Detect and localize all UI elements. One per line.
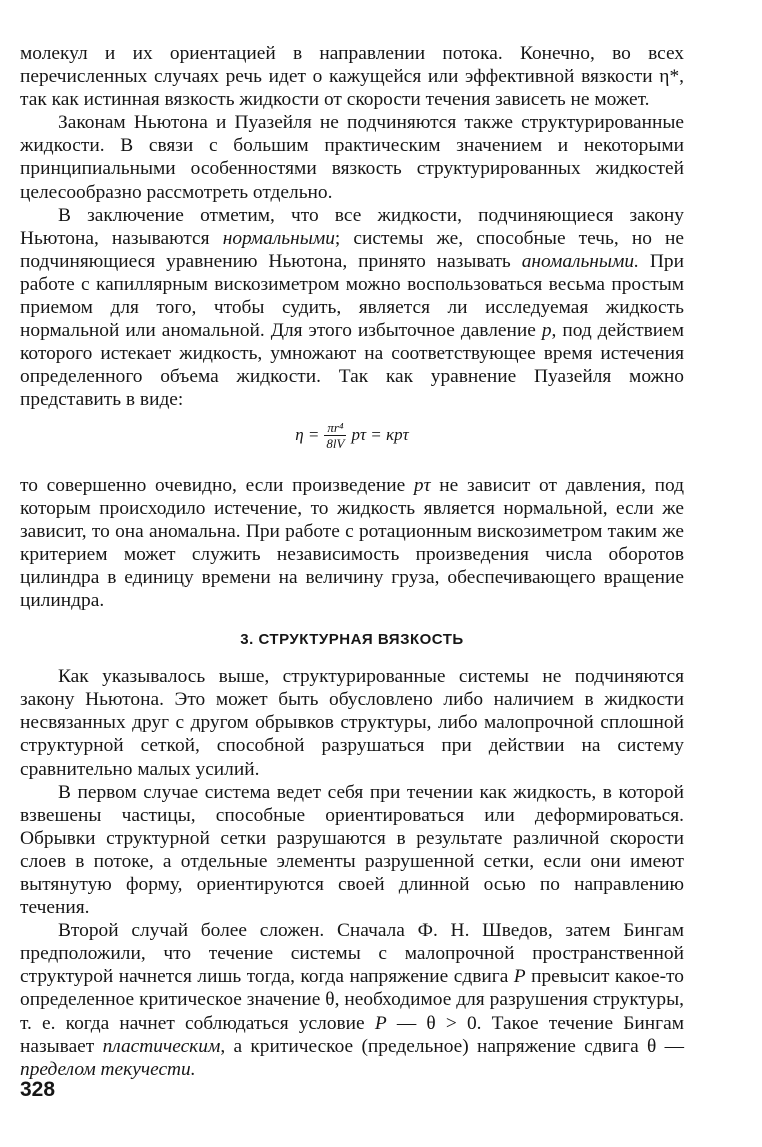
paragraphs-bottom	[20, 665, 684, 1081]
paragraphs-top	[20, 42, 684, 412]
italic-term: аномальными.	[521, 250, 639, 272]
paragraphs-mid	[20, 474, 684, 613]
italic-term: P	[513, 966, 526, 988]
paragraph	[20, 474, 684, 613]
paragraph	[20, 42, 684, 111]
paragraph	[20, 204, 684, 412]
text-run: молекул и их ориентацией в направлении потока. Конечно, во всех перечисленных случаях речь идет о кажущейся или эффективной вязкости η*, так как истинная вязкость жидкости от скорости течения зависеть не может.	[20, 43, 684, 111]
italic-term: p	[541, 320, 552, 342]
paragraph	[20, 781, 684, 920]
italic-term: пределом текучести.	[20, 1058, 196, 1080]
text-run: ; системы же, способные течь, но не подчиняющиеся уравнению Ньютона, принято называть	[20, 227, 684, 272]
formula-lhs: η =	[295, 425, 320, 445]
text-run: Законам Ньютона и Пуазейля не подчиняются также структурированные жидкости. В связи с большим практическим значением и некоторыми принципиальными особенностями вязкость структурированных жидкостей целесообразно рассмотреть отдельно.	[20, 112, 684, 203]
formula-poiseuille	[20, 420, 684, 464]
italic-term: пластическим	[102, 1035, 221, 1057]
text-run: , под действием которого истекает жидкость, умножают на соответствующее время истечения определенного объема жидкости. Так как уравнение Пуазейля можно представить в виде:	[20, 320, 685, 411]
formula-denominator: 8lV	[326, 435, 345, 451]
text-run: превысит какое-то определенное критическое значение θ, необходимое для разрушения структуры, т. е. когда начнет соблюдаться условие	[20, 966, 684, 1034]
text-run: , а критическое (предельное) напряжение сдвига θ —	[220, 1035, 684, 1057]
paragraph	[20, 111, 684, 203]
text-run: Как указывалось выше, структурированные системы не подчиняются закону Ньютона. Это может быть обусловлено либо наличием в жидкости несвязанных друг с другом обрывков структуры, либо малопрочной сплошной структурной сеткой, способной разрушаться при действии на систему сравнительно малых усилий.	[20, 666, 684, 780]
italic-term: нормальными	[222, 227, 335, 249]
formula-numerator: πr⁴	[324, 420, 346, 436]
section-heading: 3. СТРУКТУРНАЯ ВЯЗКОСТЬ	[240, 631, 464, 649]
italic-term: pτ	[413, 474, 431, 496]
formula-fraction	[323, 420, 347, 451]
paragraph	[20, 919, 684, 1081]
italic-term: P	[374, 1012, 387, 1034]
text-run: не зависит от давления, под которым происходило истечение, то жидкость является нормальной, если же зависит, то она аномальна. При работе с ротационным вискозиметром таким же критерием может служить независимость произведения числа оборотов цилиндра в единицу времени на величину груза, обеспечивающего вращение цилиндра.	[20, 474, 684, 611]
text-run: В заключение отметим, что все жидкости, подчиняющиеся закону Ньютона, называются	[20, 204, 684, 249]
text-run: При работе с капиллярным вискозиметром можно воспользоваться весьма простым приемом для того, чтобы судить, является ли исследуемая жидкость нормальной или аномальной. Для этого избыточное давление	[20, 250, 684, 342]
page-number: 328	[20, 1078, 56, 1101]
formula-rhs: pτ = κpτ	[351, 425, 409, 445]
page-body	[20, 42, 684, 1081]
paragraph	[20, 665, 684, 780]
text-run: В первом случае система ведет себя при течении как жидкость, в которой взвешены частицы, способные ориентироваться или деформироваться. Обрывки структурной сетки разрушаются в результате различной скорости слоев в потоке, а отдельные элементы разрушенной сетки, если они имеют вытянутую форму, ориентируются своей длинной осью по направлению течения.	[20, 781, 684, 919]
text-run: Второй случай более сложен. Сначала Ф. Н. Шведов, затем Бингам предположили, что течение системы с малопрочной пространственной структурой начнется лишь тогда, когда напряжение сдвига	[20, 920, 684, 988]
text-run: — θ > 0. Такое течение Бингам называет	[20, 1012, 684, 1057]
text-run: то совершенно очевидно, если произведение	[20, 474, 414, 496]
